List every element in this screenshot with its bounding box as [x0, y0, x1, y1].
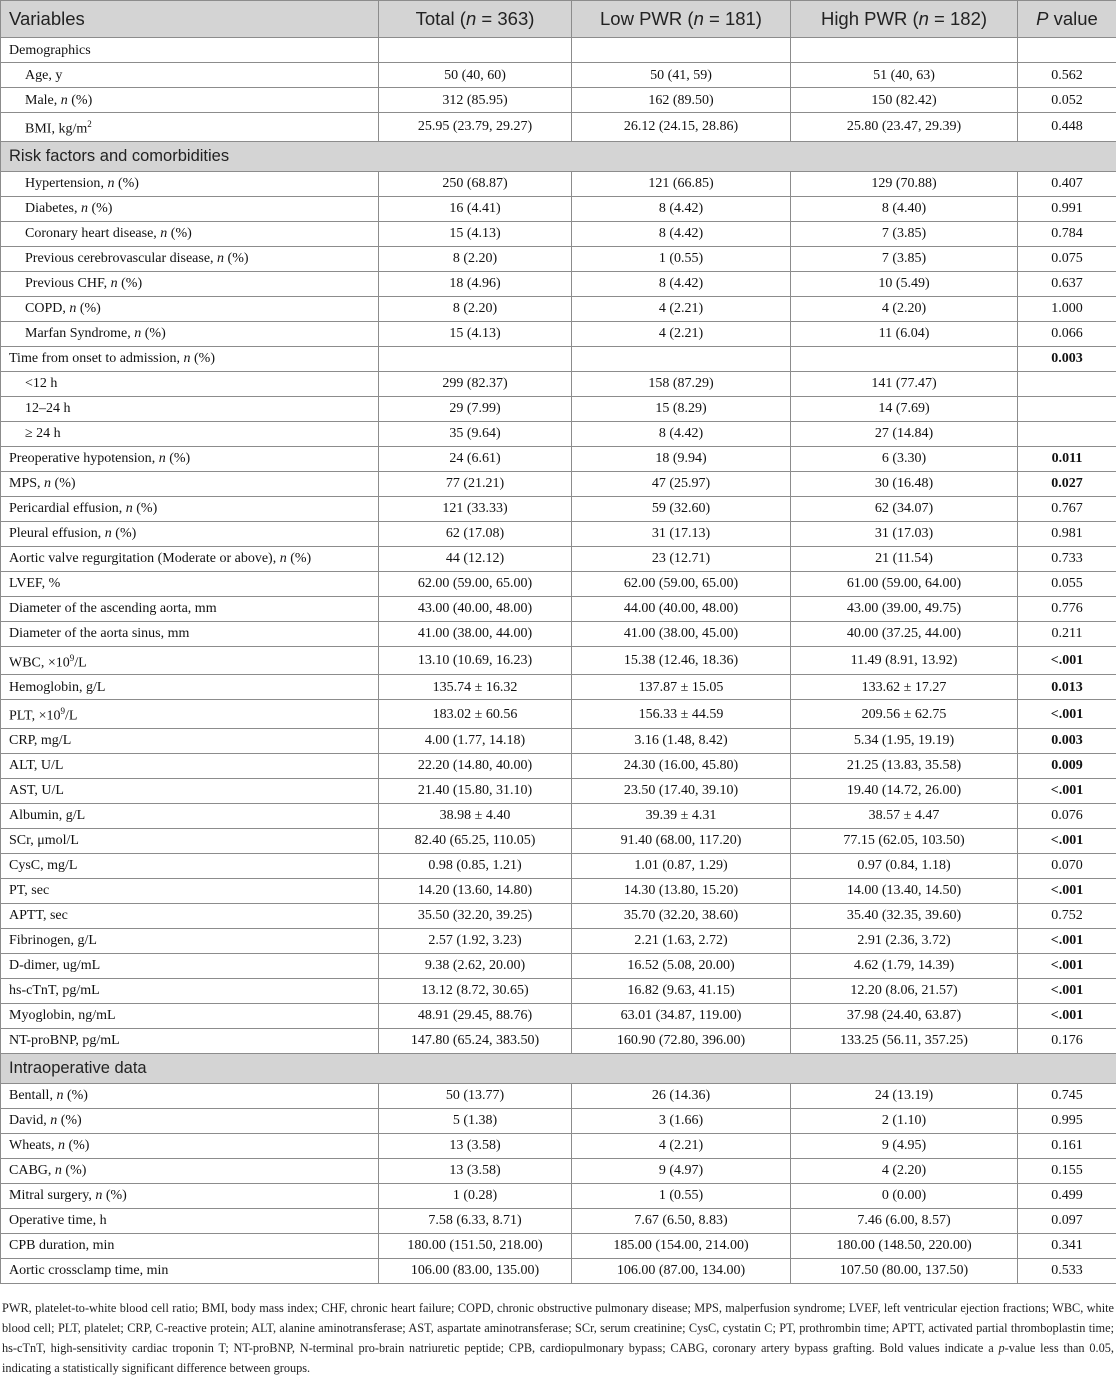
- table-body: [1, 38, 1116, 1284]
- cell-high: 40.00 (37.25, 44.00): [791, 621, 1018, 646]
- cell-total: 15 (4.13): [379, 321, 572, 346]
- cell-p: 0.011: [1018, 446, 1116, 471]
- cell-total: 135.74 ± 16.32: [379, 675, 572, 700]
- cell-total: 299 (82.37): [379, 371, 572, 396]
- row-label: Diameter of the aorta sinus, mm: [1, 621, 379, 646]
- cell-total: 13 (3.58): [379, 1158, 572, 1183]
- row-label: LVEF, %: [1, 571, 379, 596]
- cell-p: [1018, 396, 1116, 421]
- cell-low: 106.00 (87.00, 134.00): [572, 1258, 791, 1283]
- cell-p: [1018, 38, 1116, 63]
- cell-high: 2 (1.10): [791, 1108, 1018, 1133]
- table-row: [1, 728, 1116, 753]
- row-label: Time from onset to admission, n (%): [1, 346, 379, 371]
- table-row: [1, 753, 1116, 778]
- cell-low: 59 (32.60): [572, 496, 791, 521]
- cell-total: [379, 38, 572, 63]
- table-row: [1, 113, 1116, 142]
- cell-total: 14.20 (13.60, 14.80): [379, 878, 572, 903]
- cell-p: 0.097: [1018, 1208, 1116, 1233]
- row-label: Diameter of the ascending aorta, mm: [1, 596, 379, 621]
- cell-low: 158 (87.29): [572, 371, 791, 396]
- row-label: Aortic valve regurgitation (Moderate or above), n (%): [1, 546, 379, 571]
- cell-low: 35.70 (32.20, 38.60): [572, 903, 791, 928]
- section-header-row: [1, 141, 1116, 171]
- cell-p: 0.052: [1018, 88, 1116, 113]
- cell-total: 13.10 (10.69, 16.23): [379, 646, 572, 675]
- table-row: [1, 803, 1116, 828]
- cell-high: 14 (7.69): [791, 396, 1018, 421]
- cell-low: 4 (2.21): [572, 321, 791, 346]
- header-variables: Variables: [1, 1, 379, 38]
- table-row: [1, 346, 1116, 371]
- section-header-row: [1, 38, 1116, 63]
- row-label: Hemoglobin, g/L: [1, 675, 379, 700]
- cell-total: 21.40 (15.80, 31.10): [379, 778, 572, 803]
- table-row: [1, 88, 1116, 113]
- cell-high: 30 (16.48): [791, 471, 1018, 496]
- section-title: Demographics: [1, 38, 379, 63]
- cell-total: 183.02 ± 60.56: [379, 700, 572, 729]
- cell-p: <.001: [1018, 828, 1116, 853]
- cell-p: 0.407: [1018, 171, 1116, 196]
- cell-p: <.001: [1018, 978, 1116, 1003]
- cell-total: 38.98 ± 4.40: [379, 803, 572, 828]
- cell-total: 35.50 (32.20, 39.25): [379, 903, 572, 928]
- cell-p: <.001: [1018, 878, 1116, 903]
- cell-high: 51 (40, 63): [791, 63, 1018, 88]
- table-footnote: PWR, platelet-to-white blood cell ratio; BMI, body mass index; CHF, chronic heart failure; COPD, chronic obstructive pulmonary disease; MPS, malperfusion syndrome; LVEF, left ventricular ejection fractions; WBC, white blood cell; PLT, platelet; CRP, C-reactive protein; ALT, alanine aminotransferase; AST, aspartate aminotransferase; SCr, serum creatinine; CysC, cystatin C; PT, prothrombin time; APTT, activated partial thromboplastin time; hs-cTnT, high-sensitivity cardiac troponin T; NT-proBNP, N-terminal pro-brain natriuretic peptide; CPB, cardiopulmonary bypass; CABG, coronary artery bypass grafting. Bold values indicate a p-value less than 0.05, indicating a statistically significant difference between groups.: [2, 1298, 1114, 1378]
- cell-total: 8 (2.20): [379, 296, 572, 321]
- table-row: [1, 978, 1116, 1003]
- cell-total: 77 (21.21): [379, 471, 572, 496]
- row-label: PT, sec: [1, 878, 379, 903]
- table-row: [1, 571, 1116, 596]
- cell-total: 1 (0.28): [379, 1183, 572, 1208]
- cell-low: 8 (4.42): [572, 221, 791, 246]
- cell-high: [791, 38, 1018, 63]
- row-label: 12–24 h: [1, 396, 379, 421]
- cell-p: 0.499: [1018, 1183, 1116, 1208]
- cell-p: [1018, 421, 1116, 446]
- cell-low: 1 (0.55): [572, 1183, 791, 1208]
- cell-low: 26 (14.36): [572, 1083, 791, 1108]
- cell-low: 16.52 (5.08, 20.00): [572, 953, 791, 978]
- cell-low: 8 (4.42): [572, 271, 791, 296]
- cell-low: 63.01 (34.87, 119.00): [572, 1003, 791, 1028]
- cell-high: 19.40 (14.72, 26.00): [791, 778, 1018, 803]
- table-row: [1, 321, 1116, 346]
- cell-p: 0.448: [1018, 113, 1116, 142]
- table-row: [1, 928, 1116, 953]
- cell-low: 50 (41, 59): [572, 63, 791, 88]
- cell-p: <.001: [1018, 928, 1116, 953]
- cell-low: 1.01 (0.87, 1.29): [572, 853, 791, 878]
- cell-low: 3.16 (1.48, 8.42): [572, 728, 791, 753]
- cell-p: 0.009: [1018, 753, 1116, 778]
- cell-low: 3 (1.66): [572, 1108, 791, 1133]
- cell-high: 35.40 (32.35, 39.60): [791, 903, 1018, 928]
- cell-p: 0.076: [1018, 803, 1116, 828]
- section-title: Risk factors and comorbidities: [1, 141, 1116, 171]
- row-label: Diabetes, n (%): [1, 196, 379, 221]
- cell-total: 82.40 (65.25, 110.05): [379, 828, 572, 853]
- cell-p: 0.533: [1018, 1258, 1116, 1283]
- cell-low: 47 (25.97): [572, 471, 791, 496]
- cell-low: 15.38 (12.46, 18.36): [572, 646, 791, 675]
- table-row: [1, 1158, 1116, 1183]
- cell-high: 180.00 (148.50, 220.00): [791, 1233, 1018, 1258]
- cell-high: 61.00 (59.00, 64.00): [791, 571, 1018, 596]
- row-label: Pericardial effusion, n (%): [1, 496, 379, 521]
- row-label: Previous cerebrovascular disease, n (%): [1, 246, 379, 271]
- cell-low: 62.00 (59.00, 65.00): [572, 571, 791, 596]
- row-label: Male, n (%): [1, 88, 379, 113]
- cell-high: 209.56 ± 62.75: [791, 700, 1018, 729]
- header-total: Total (n = 363): [379, 1, 572, 38]
- cell-p: 1.000: [1018, 296, 1116, 321]
- cell-high: 24 (13.19): [791, 1083, 1018, 1108]
- cell-p: 0.776: [1018, 596, 1116, 621]
- cell-high: 12.20 (8.06, 21.57): [791, 978, 1018, 1003]
- header-low-pwr: Low PWR (n = 181): [572, 1, 791, 38]
- cell-high: 10 (5.49): [791, 271, 1018, 296]
- cell-low: 24.30 (16.00, 45.80): [572, 753, 791, 778]
- row-label: Pleural effusion, n (%): [1, 521, 379, 546]
- cell-total: 22.20 (14.80, 40.00): [379, 753, 572, 778]
- cell-p: 0.066: [1018, 321, 1116, 346]
- cell-high: [791, 346, 1018, 371]
- cell-p: 0.070: [1018, 853, 1116, 878]
- cell-total: 13 (3.58): [379, 1133, 572, 1158]
- cell-total: 44 (12.12): [379, 546, 572, 571]
- cell-low: 162 (89.50): [572, 88, 791, 113]
- cell-total: 15 (4.13): [379, 221, 572, 246]
- row-label: Mitral surgery, n (%): [1, 1183, 379, 1208]
- row-label: Coronary heart disease, n (%): [1, 221, 379, 246]
- row-label: Aortic crossclamp time, min: [1, 1258, 379, 1283]
- cell-p: 0.003: [1018, 346, 1116, 371]
- cell-total: 2.57 (1.92, 3.23): [379, 928, 572, 953]
- cell-high: 21.25 (13.83, 35.58): [791, 753, 1018, 778]
- row-label: BMI, $kg/m^2$: [1, 113, 379, 142]
- cell-high: 7 (3.85): [791, 221, 1018, 246]
- cell-p: 0.767: [1018, 496, 1116, 521]
- cell-low: 41.00 (38.00, 45.00): [572, 621, 791, 646]
- table-row: [1, 396, 1116, 421]
- row-label: Hypertension, n (%): [1, 171, 379, 196]
- row-label: Albumin, g/L: [1, 803, 379, 828]
- cell-total: 147.80 (65.24, 383.50): [379, 1028, 572, 1053]
- cell-total: 8 (2.20): [379, 246, 572, 271]
- cell-high: 7 (3.85): [791, 246, 1018, 271]
- cell-total: 62 (17.08): [379, 521, 572, 546]
- cell-high: 2.91 (2.36, 3.72): [791, 928, 1018, 953]
- cell-total: 312 (85.95): [379, 88, 572, 113]
- cell-low: [572, 346, 791, 371]
- row-label: COPD, n (%): [1, 296, 379, 321]
- row-label: ALT, U/L: [1, 753, 379, 778]
- cell-high: 11.49 (8.91, 13.92): [791, 646, 1018, 675]
- cell-high: 31 (17.03): [791, 521, 1018, 546]
- row-label: SCr, μmol/L: [1, 828, 379, 853]
- cell-p: 0.341: [1018, 1233, 1116, 1258]
- cell-low: 4 (2.21): [572, 1133, 791, 1158]
- cell-low: 44.00 (40.00, 48.00): [572, 596, 791, 621]
- cell-high: 21 (11.54): [791, 546, 1018, 571]
- cell-low: 137.87 ± 15.05: [572, 675, 791, 700]
- table-row: [1, 421, 1116, 446]
- cell-high: 4.62 (1.79, 14.39): [791, 953, 1018, 978]
- table-row: [1, 371, 1116, 396]
- cell-high: 38.57 ± 4.47: [791, 803, 1018, 828]
- cell-total: 35 (9.64): [379, 421, 572, 446]
- table-row: [1, 246, 1116, 271]
- cell-p: 0.161: [1018, 1133, 1116, 1158]
- header-row: [1, 1, 1116, 38]
- table-row: [1, 521, 1116, 546]
- row-label: Bentall, n (%): [1, 1083, 379, 1108]
- header-high-pwr: High PWR (n = 182): [791, 1, 1018, 38]
- table-row: [1, 828, 1116, 853]
- table-row: [1, 196, 1116, 221]
- cell-total: 9.38 (2.62, 20.00): [379, 953, 572, 978]
- cell-p: <.001: [1018, 646, 1116, 675]
- cell-low: 156.33 ± 44.59: [572, 700, 791, 729]
- cell-high: 14.00 (13.40, 14.50): [791, 878, 1018, 903]
- table-row: [1, 171, 1116, 196]
- cell-low: 23 (12.71): [572, 546, 791, 571]
- header-p-value: P value: [1018, 1, 1116, 38]
- cell-p: 0.991: [1018, 196, 1116, 221]
- table-row: [1, 471, 1116, 496]
- cell-low: 8 (4.42): [572, 196, 791, 221]
- row-label: <12 h: [1, 371, 379, 396]
- table-row: [1, 675, 1116, 700]
- cell-high: 5.34 (1.95, 19.19): [791, 728, 1018, 753]
- cell-high: 141 (77.47): [791, 371, 1018, 396]
- cell-low: 160.90 (72.80, 396.00): [572, 1028, 791, 1053]
- table-row: [1, 1108, 1116, 1133]
- cell-p: <.001: [1018, 778, 1116, 803]
- row-label: WBC, $\times 10^9/L$: [1, 646, 379, 675]
- row-label: Marfan Syndrome, n (%): [1, 321, 379, 346]
- row-label: Myoglobin, ng/mL: [1, 1003, 379, 1028]
- table-row: [1, 221, 1116, 246]
- table-row: [1, 878, 1116, 903]
- cell-low: 23.50 (17.40, 39.10): [572, 778, 791, 803]
- row-label: Age, y: [1, 63, 379, 88]
- cell-total: 5 (1.38): [379, 1108, 572, 1133]
- cell-low: 26.12 (24.15, 28.86): [572, 113, 791, 142]
- cell-low: 91.40 (68.00, 117.20): [572, 828, 791, 853]
- table-row: [1, 953, 1116, 978]
- cell-high: 4 (2.20): [791, 296, 1018, 321]
- cell-high: 37.98 (24.40, 63.87): [791, 1003, 1018, 1028]
- row-label: APTT, sec: [1, 903, 379, 928]
- cell-low: 121 (66.85): [572, 171, 791, 196]
- section-header-row: [1, 1053, 1116, 1083]
- row-label: D-dimer, ug/mL: [1, 953, 379, 978]
- cell-low: 7.67 (6.50, 8.83): [572, 1208, 791, 1233]
- row-label: AST, U/L: [1, 778, 379, 803]
- cell-total: 24 (6.61): [379, 446, 572, 471]
- cell-total: 16 (4.41): [379, 196, 572, 221]
- cell-low: 9 (4.97): [572, 1158, 791, 1183]
- cell-high: 133.25 (56.11, 357.25): [791, 1028, 1018, 1053]
- cell-total: 0.98 (0.85, 1.21): [379, 853, 572, 878]
- cell-total: 18 (4.96): [379, 271, 572, 296]
- cell-p: 0.562: [1018, 63, 1116, 88]
- cell-p: 0.733: [1018, 546, 1116, 571]
- table-row: [1, 63, 1116, 88]
- table-row: [1, 1083, 1116, 1108]
- table-row: [1, 1133, 1116, 1158]
- cell-low: [572, 38, 791, 63]
- cell-low: 185.00 (154.00, 214.00): [572, 1233, 791, 1258]
- table-row: [1, 621, 1116, 646]
- cell-high: 6 (3.30): [791, 446, 1018, 471]
- cell-high: 4 (2.20): [791, 1158, 1018, 1183]
- row-label: David, n (%): [1, 1108, 379, 1133]
- cell-high: 9 (4.95): [791, 1133, 1018, 1158]
- cell-p: 0.995: [1018, 1108, 1116, 1133]
- cell-total: 25.95 (23.79, 29.27): [379, 113, 572, 142]
- table-row: [1, 446, 1116, 471]
- cell-high: 129 (70.88): [791, 171, 1018, 196]
- cell-total: 250 (68.87): [379, 171, 572, 196]
- cell-p: 0.637: [1018, 271, 1116, 296]
- cell-high: 133.62 ± 17.27: [791, 675, 1018, 700]
- table-row: [1, 596, 1116, 621]
- cell-p: [1018, 371, 1116, 396]
- cell-total: 50 (13.77): [379, 1083, 572, 1108]
- cell-total: 106.00 (83.00, 135.00): [379, 1258, 572, 1283]
- cell-total: 62.00 (59.00, 65.00): [379, 571, 572, 596]
- cell-high: 43.00 (39.00, 49.75): [791, 596, 1018, 621]
- table-row: [1, 646, 1116, 675]
- row-label: Previous CHF, n (%): [1, 271, 379, 296]
- cell-total: 4.00 (1.77, 14.18): [379, 728, 572, 753]
- table-row: [1, 853, 1116, 878]
- table-row: [1, 1233, 1116, 1258]
- cell-p: 0.752: [1018, 903, 1116, 928]
- cell-total: 43.00 (40.00, 48.00): [379, 596, 572, 621]
- row-label: Wheats, n (%): [1, 1133, 379, 1158]
- cell-total: 41.00 (38.00, 44.00): [379, 621, 572, 646]
- cell-low: 18 (9.94): [572, 446, 791, 471]
- table-row: [1, 778, 1116, 803]
- cell-total: 29 (7.99): [379, 396, 572, 421]
- cell-high: 107.50 (80.00, 137.50): [791, 1258, 1018, 1283]
- cell-p: 0.211: [1018, 621, 1116, 646]
- section-title: Intraoperative data: [1, 1053, 1116, 1083]
- cell-high: 11 (6.04): [791, 321, 1018, 346]
- cell-p: 0.075: [1018, 246, 1116, 271]
- cell-total: 7.58 (6.33, 8.71): [379, 1208, 572, 1233]
- cell-p: 0.784: [1018, 221, 1116, 246]
- cell-low: 39.39 ± 4.31: [572, 803, 791, 828]
- row-label: Preoperative hypotension, n (%): [1, 446, 379, 471]
- table-row: [1, 1028, 1116, 1053]
- row-label: CysC, mg/L: [1, 853, 379, 878]
- cell-low: 16.82 (9.63, 41.15): [572, 978, 791, 1003]
- table-row: [1, 1183, 1116, 1208]
- cell-p: <.001: [1018, 953, 1116, 978]
- row-label: NT-proBNP, pg/mL: [1, 1028, 379, 1053]
- cell-high: 0 (0.00): [791, 1183, 1018, 1208]
- cell-p: 0.155: [1018, 1158, 1116, 1183]
- cell-p: 0.745: [1018, 1083, 1116, 1108]
- cell-low: 4 (2.21): [572, 296, 791, 321]
- table-row: [1, 271, 1116, 296]
- cell-p: <.001: [1018, 1003, 1116, 1028]
- cell-total: 13.12 (8.72, 30.65): [379, 978, 572, 1003]
- cell-low: 15 (8.29): [572, 396, 791, 421]
- cell-total: 121 (33.33): [379, 496, 572, 521]
- cell-p: 0.981: [1018, 521, 1116, 546]
- cell-high: 77.15 (62.05, 103.50): [791, 828, 1018, 853]
- cell-low: 31 (17.13): [572, 521, 791, 546]
- table-row: [1, 903, 1116, 928]
- row-label: Fibrinogen, g/L: [1, 928, 379, 953]
- row-label: Operative time, h: [1, 1208, 379, 1233]
- cell-high: 150 (82.42): [791, 88, 1018, 113]
- cell-p: <.001: [1018, 700, 1116, 729]
- row-label: MPS, n (%): [1, 471, 379, 496]
- cell-p: 0.027: [1018, 471, 1116, 496]
- cell-p: 0.055: [1018, 571, 1116, 596]
- cell-total: 180.00 (151.50, 218.00): [379, 1233, 572, 1258]
- row-label: CABG, n (%): [1, 1158, 379, 1183]
- table-row: [1, 496, 1116, 521]
- row-label: ≥ 24 h: [1, 421, 379, 446]
- cell-total: [379, 346, 572, 371]
- row-label: hs-cTnT, pg/mL: [1, 978, 379, 1003]
- row-label: CPB duration, min: [1, 1233, 379, 1258]
- table-row: [1, 546, 1116, 571]
- cell-high: 27 (14.84): [791, 421, 1018, 446]
- cell-total: 50 (40, 60): [379, 63, 572, 88]
- table-row: [1, 1003, 1116, 1028]
- cell-total: 48.91 (29.45, 88.76): [379, 1003, 572, 1028]
- cell-high: 7.46 (6.00, 8.57): [791, 1208, 1018, 1233]
- cell-high: 62 (34.07): [791, 496, 1018, 521]
- cell-low: 1 (0.55): [572, 246, 791, 271]
- cell-high: 25.80 (23.47, 29.39): [791, 113, 1018, 142]
- cell-high: 8 (4.40): [791, 196, 1018, 221]
- cell-high: 0.97 (0.84, 1.18): [791, 853, 1018, 878]
- table-row: [1, 296, 1116, 321]
- table-row: [1, 700, 1116, 729]
- row-label: PLT, $\times 10^9/L$: [1, 700, 379, 729]
- cell-p: 0.013: [1018, 675, 1116, 700]
- cell-p: 0.003: [1018, 728, 1116, 753]
- cell-low: 14.30 (13.80, 15.20): [572, 878, 791, 903]
- cell-p: 0.176: [1018, 1028, 1116, 1053]
- cell-low: 2.21 (1.63, 2.72): [572, 928, 791, 953]
- row-label: CRP, mg/L: [1, 728, 379, 753]
- table-row: [1, 1258, 1116, 1283]
- table-row: [1, 1208, 1116, 1233]
- cell-low: 8 (4.42): [572, 421, 791, 446]
